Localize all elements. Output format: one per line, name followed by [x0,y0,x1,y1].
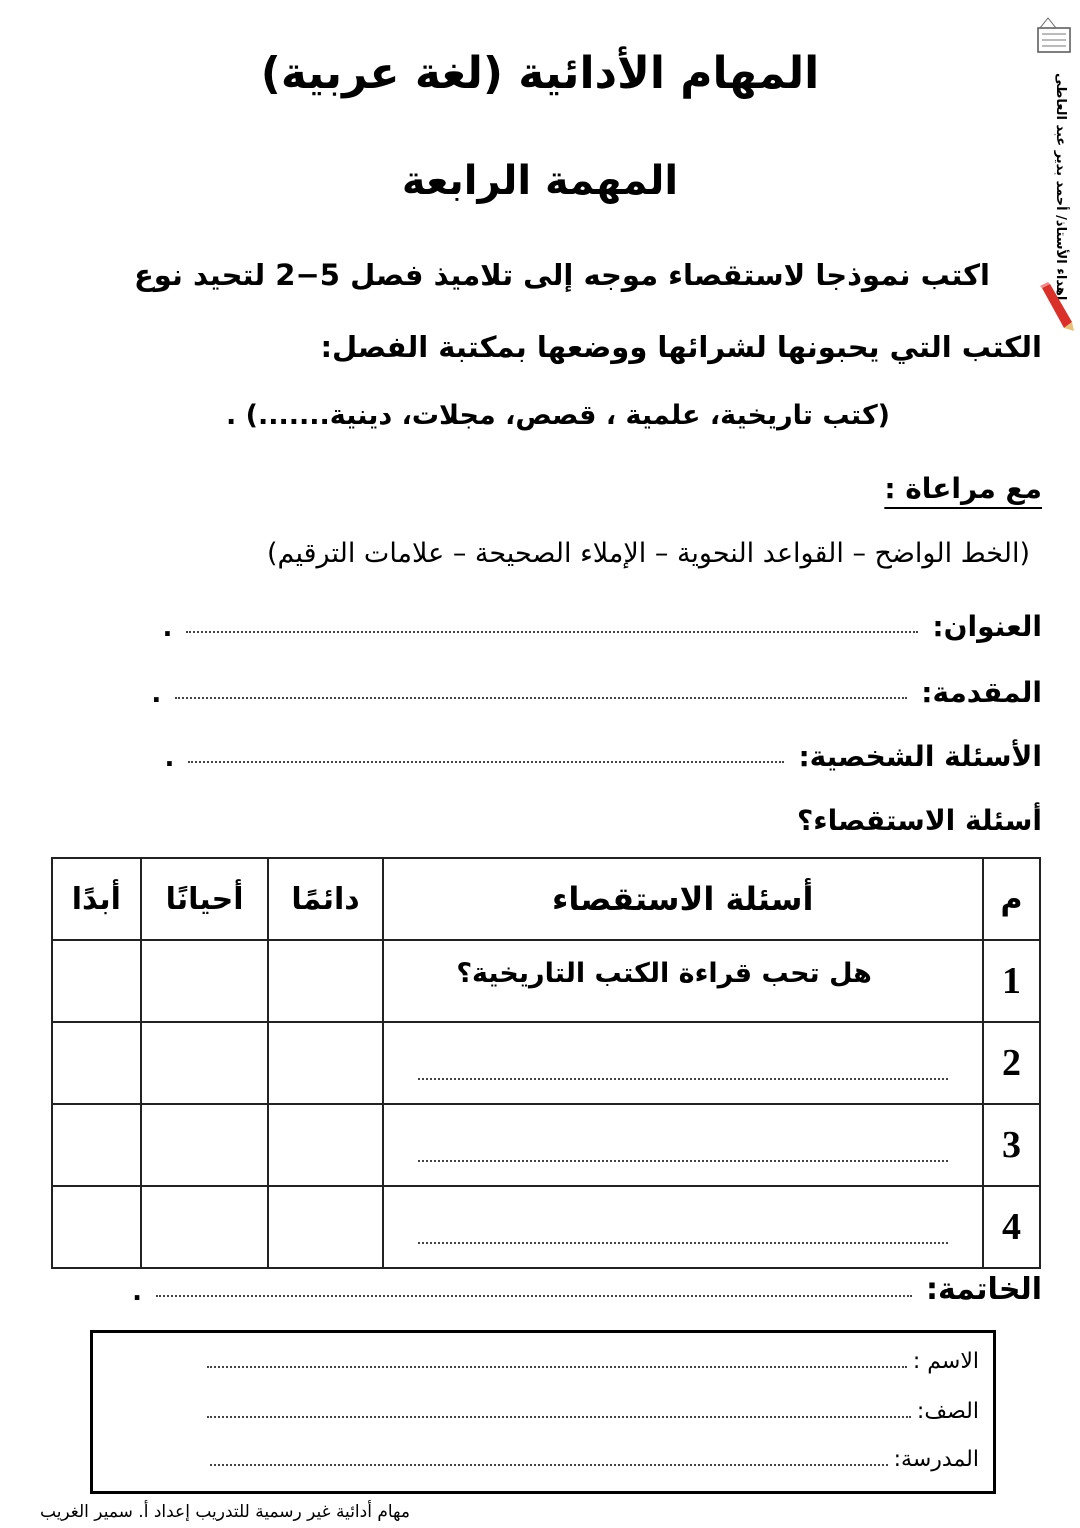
notes-list: (الخط الواضح – القواعد النحوية – الإملاء الصحيحة – علامات الترقيم) [267,538,1030,569]
class-label: الصف: [916,1399,979,1424]
school-line[interactable] [210,1464,888,1466]
personal-field-label: الأسئلة الشخصية: [798,740,1042,773]
badge-text: إهداء الأستاذ/ أحمد بدير عبد العاطى [1053,72,1068,300]
conclusion-label: الخاتمة: [925,1272,1042,1307]
sometimes-cell[interactable] [141,1022,269,1104]
name-row [207,1349,979,1374]
school-label: المدرسة: [893,1447,979,1472]
row-question-blank[interactable] [383,1022,983,1104]
class-row [207,1399,979,1424]
sometimes-cell[interactable] [141,1104,269,1186]
never-cell[interactable] [52,1186,141,1268]
name-label: الاسم : [912,1349,979,1374]
title-field-line[interactable] [186,631,918,633]
col-always-header: دائمًا [268,858,382,940]
survey-table [51,857,1041,1269]
col-never-header: أبدًا [52,858,141,940]
title-field-label: العنوان: [932,610,1042,643]
row-question-blank[interactable] [383,1186,983,1268]
class-line[interactable] [207,1416,911,1418]
intro-field [151,676,1042,709]
intro-field-end: . [151,679,162,709]
personal-field-line[interactable] [188,761,784,763]
student-info-box [90,1330,996,1494]
always-cell[interactable] [268,1186,382,1268]
row-question [383,940,983,1022]
footer-credit: مهام أدائية غير رسمية للتدريب إعداد أ. سمير الغريب [40,1502,410,1522]
never-cell[interactable] [52,1022,141,1104]
pencil-icon [1036,282,1076,332]
row-number: 1 [983,940,1040,1022]
always-cell[interactable] [268,1022,382,1104]
survey-header-row [52,858,1040,940]
conclusion-end: . [132,1277,142,1307]
row-number: 2 [983,1022,1040,1104]
conclusion-field [132,1272,1042,1307]
col-question-header: أسئلة الاستقصاء [383,858,983,940]
instruction-line-2: الكتب التي يحبونها لشرائها ووضعها بمكتبة الفصل: [320,330,1042,364]
intro-field-line[interactable] [175,697,907,699]
notes-heading: مع مراعاة : [884,472,1042,505]
row-question-line [418,1242,948,1244]
instruction-line-1: اكتب نموذجا لاستقصاء موجه إلى تلاميذ فصل 5−2 لتحيد نوع [134,258,990,292]
table-row [52,940,1040,1022]
col-sometimes-header: أحيانًا [141,858,269,940]
row-question-line [418,1160,948,1162]
table-row [52,1186,1040,1268]
row-number: 4 [983,1186,1040,1268]
title-field [163,610,1042,643]
table-row [52,1022,1040,1104]
col-num-header: م [983,858,1040,940]
never-cell[interactable] [52,940,141,1022]
sometimes-cell[interactable] [141,1186,269,1268]
row-question-text: هل تحب قراءة الكتب التاريخية؟ [456,957,872,989]
row-question-blank[interactable] [383,1104,983,1186]
sometimes-cell[interactable] [141,940,269,1022]
row-question-line [418,1078,948,1080]
conclusion-line[interactable] [156,1295,912,1297]
title-field-end: . [162,613,173,643]
table-row [52,1104,1040,1186]
school-row [210,1447,979,1472]
intro-field-label: المقدمة: [921,676,1042,709]
personal-field-end: . [164,743,175,773]
always-cell[interactable] [268,1104,382,1186]
personal-field [165,740,1042,773]
instruction-line-3: (كتب تاريخية، علمية ، قصص، مجلات، دينية.......) . [226,400,890,431]
row-number: 3 [983,1104,1040,1186]
always-cell[interactable] [268,940,382,1022]
page-subtitle: المهمة الرابعة [401,158,679,204]
survey-heading: أسئلة الاستقصاء؟ [797,804,1042,837]
name-line[interactable] [207,1366,907,1368]
never-cell[interactable] [52,1104,141,1186]
page-title: المهام الأدائية (لغة عربية) [260,48,820,99]
